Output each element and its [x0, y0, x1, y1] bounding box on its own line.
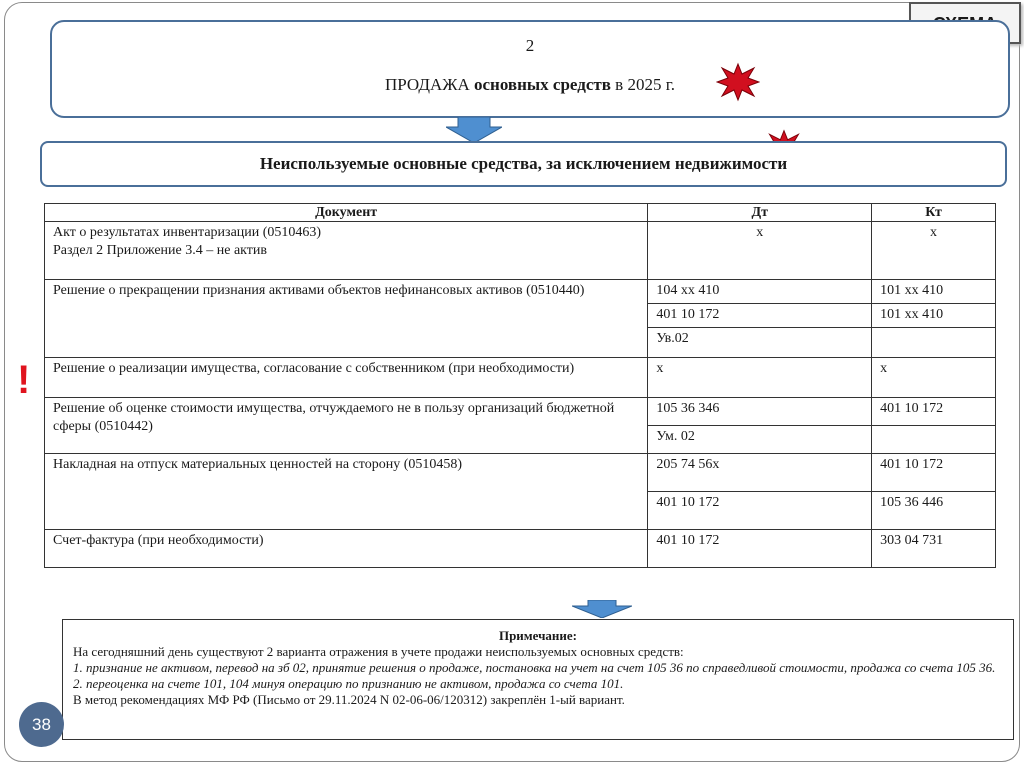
credit-cell: 401 10 172 [872, 454, 996, 492]
note-option-1: 1. признание не активом, перевод на зб 02, принятие решения о продаже, постановка на учет на счет 105 36 по справедливой стоимости, продажа со счета 105 36. [73, 660, 996, 675]
table-row [45, 454, 996, 492]
doc-cell: Решение об оценке стоимости имущества, отчуждаемого не в пользу организаций бюджетной сферы (0510442) [45, 398, 648, 454]
debit-cell: Ув.02 [648, 328, 872, 358]
note-option-2: 2. переоценка на счете 101, 104 минуя операцию по признанию не активом, продажа со счета 101. [73, 676, 624, 691]
doc-line: Акт о результатах инвентаризации (0510463) [53, 225, 322, 240]
credit-cell: 101 хх 410 [872, 304, 996, 328]
doc-line: Раздел 2 Приложение 3.4 – не актив [53, 243, 267, 258]
credit-cell: x [872, 222, 996, 280]
title-suffix: в 2025 г. [610, 75, 676, 94]
debit-cell: 401 10 172 [648, 530, 872, 568]
credit-cell: 401 10 172 [872, 398, 996, 426]
note-title: Примечание: [498, 628, 578, 643]
attention-mark: ! [17, 358, 31, 402]
credit-cell: 303 04 731 [872, 530, 996, 568]
postings-table [44, 203, 996, 568]
header-credit: Кт [872, 204, 996, 222]
note-conclusion: В метод рекомендациях МФ РФ (Письмо от 29.11.2024 N 02-06-06/120312) закреплён 1-ый вариант. [73, 692, 625, 707]
note-intro: На сегодняшний день существуют 2 варианта отражения в учете продажи неиспользуемых основных средств: [73, 644, 684, 659]
down-arrow-icon [446, 117, 502, 143]
table-row [45, 358, 996, 398]
note-box [62, 619, 1014, 740]
subtitle-box: Неиспользуемые основные средства, за исключением недвижимости [40, 141, 1007, 187]
title-prefix: ПРОДАЖА [384, 75, 474, 94]
debit-cell: 105 36 346 [648, 398, 872, 426]
credit-cell: x [872, 358, 996, 398]
title-text [52, 75, 1008, 95]
table-row [45, 222, 996, 280]
doc-cell: Накладная на отпуск материальных ценностей на сторону (0510458) [45, 454, 648, 530]
doc-cell: Решение о прекращении признания активами объектов нефинансовых активов (0510440) [45, 280, 648, 358]
debit-cell: 401 10 172 [648, 304, 872, 328]
credit-cell: 101 хх 410 [872, 280, 996, 304]
title-box [50, 20, 1010, 118]
doc-cell: Решение о реализации имущества, согласование с собственником (при необходимости) [45, 358, 648, 398]
title-number: 2 [525, 36, 535, 55]
debit-cell: Ум. 02 [648, 426, 872, 454]
debit-cell: 205 74 56х [648, 454, 872, 492]
table-header-row [45, 204, 996, 222]
debit-cell: x [648, 358, 872, 398]
debit-cell: 104 хх 410 [648, 280, 872, 304]
table-row [45, 530, 996, 568]
red-burst-icon [716, 62, 760, 102]
header-document: Документ [45, 204, 648, 222]
table-row [45, 280, 996, 304]
header-debit: Дт [648, 204, 872, 222]
table-row [45, 398, 996, 426]
credit-cell [872, 328, 996, 358]
down-arrow-icon [572, 600, 632, 618]
doc-cell: Счет-фактура (при необходимости) [45, 530, 648, 568]
doc-cell [45, 222, 648, 280]
credit-cell: 105 36 446 [872, 492, 996, 530]
credit-cell [872, 426, 996, 454]
title-bold: основных средств [474, 75, 611, 94]
debit-cell: x [648, 222, 872, 280]
debit-cell: 401 10 172 [648, 492, 872, 530]
page-number-badge: 38 [19, 702, 64, 747]
